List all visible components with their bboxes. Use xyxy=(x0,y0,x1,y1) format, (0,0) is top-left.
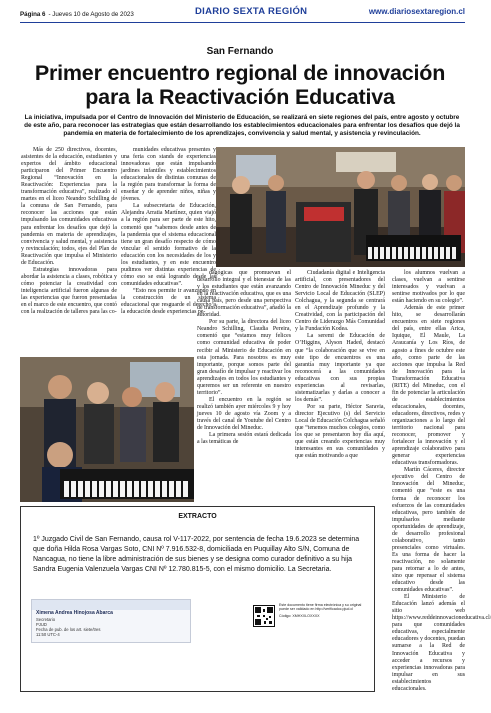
paragraph: El Ministerio de Educación lanzó además el sitio web https://www.reddeinnovacioneducativa.cl/ para que comunidades educativas, especialmente educadores y docentes, puedan sumarse a la Red de Innovación Educativa y acceder a recursos y experiencias innovadoras para impulsar en sus establecimientos educacionales. xyxy=(392,594,491,692)
text-column-5 xyxy=(392,270,491,700)
paragraph: munidades educativas presentes y una feria con stands de experiencias innovadoras que están impulsando jardines infantiles y establecimientos educacionales de distintas comunas de la región para transformar la forma de enseñar y de aprender niños, niñas y jóvenes. xyxy=(121,147,216,203)
paragraph: Por su parte, Héctor Saravia, director Ejecutivo (s) del Servicio Local de Educación Colchagua señaló que “tenemos muchos colegios, como los que se presentaron hoy día aquí, que están creando experiencias muy interesantes en sus comunidades y que están motivando a que xyxy=(295,403,385,460)
qr-code-icon xyxy=(253,605,275,627)
text-column-1 xyxy=(21,147,117,355)
photo-event-speakers xyxy=(216,147,465,267)
page-number: Página 6 xyxy=(20,10,46,18)
extracto-text: 1º Juzgado Civil de San Fernando, causa rol V-117-2022, por sentencia de fecha 19.6.2023 se determina que doña Hilda Rosa Vargas Soto, CNI Nº 7.916.532-8, domiciliada en Puquillay Alto S/N, Comuna de Nancagua, no tiene la libre administración de sus bienes y se designa como curador definitivo a su hija Sandra Eugenia Valenzuela Vargas CNI Nº 12.780.815-5, con el mismo domicilio. La Secretaria. xyxy=(33,536,360,573)
signer-org: PJUD xyxy=(36,622,47,627)
signature-time: 11:50 UTC-4 xyxy=(36,632,60,637)
paragraph: Además de este primer hito, se desarrollarán encuentros en siete regiones del país, entre ellas Arica, Iquique, El Maule, La Araucanía y Los Ríos, de agosto a fines de octubre este año, como parte de las acciones que impulsa la Red de Innovación para la Transformación Educativa (RITE) del Mineduc, con el fin de potenciar la articulación de establecimientos educacionales, docentes, educadores, directivos, redes y organizaciones a lo largo del territorio nacional para reconocer, promover y fortalecer la innovación y el aprendizaje colaborativo para generar experiencias educativas transformadoras. xyxy=(392,305,465,467)
paragraph: los alumnos vuelvan a clases, vuelvan a sentirse interesados y vuelvan a sentirse motivados por lo que están haciendo en su colegio”. xyxy=(392,270,465,305)
verification-text xyxy=(279,603,367,618)
headline-line-2: para la Reactivación Educativa xyxy=(85,85,395,109)
paragraph: Estrategias innovadoras para abordar la asistencia a clases, robótica y cómo potenciar la creatividad con inteligencia artificial fueron algunas de las experiencias que fueron presentadas en el marco de este encuentro, que contó con la realización de talleres para las co- xyxy=(21,266,117,316)
newspaper-url[interactable]: www.diariosextaregion.cl xyxy=(368,7,465,16)
paragraph: Martín Cáceres, director ejecutivo del Centro de Innovación del Mineduc, comentó que “este es una forma de reconocer los esfuerzos de las comunidades educativas, pero también de impulsarlos mediante oportunidades de aprendizaje, de desarrollo profesional colaborativo, tanto presenciales como virtuales. Es una forma de hacer la reactivación, no solamente para retornar a lo de antes, sino que repensar el sistema educativo desde las comunidades educativas”. xyxy=(392,467,465,594)
text-column-3 xyxy=(197,270,291,502)
paragraph: La seremi de Educación de O’Higgins, Alyson Haded, destacó que “la colaboración que se vive en este tipo de encuentros es una garantía muy importante ya que reconocerá a las comunidades educativas con sus propias experiencias al revisarlas, sistematizarlas y darlas a conocer a los demás”. xyxy=(295,333,385,403)
signer-role: Secretario xyxy=(36,617,56,622)
paragraph: dagógicas que promuevan el desarrollo integral y el bienestar de las y los estudiantes que están avanzando en la reactivación educativa, que es una causa país, pero desde una perspectiva de transformación educativa”, añadió la autoridad. xyxy=(197,270,291,319)
signer-name: Ximena Andrea Hinojosa Abarca xyxy=(36,610,113,616)
paragraph: La primera sesión estará dedicada a las temáticas de xyxy=(197,432,291,446)
extracto-box xyxy=(20,506,375,692)
verification-code: Código: XMHXXLOXXXX xyxy=(279,613,320,618)
paragraph: La subsecretaria de Educación, Alejandra Arratia Martínez, quien viajó a la región para ser parte de este hito, comentó que “sabemos desde antes de la pandemia que el sistema educacional tiene un gran desafío respecto de cómo vincular el sentido formativo de la educación con los necesidades de los y los estudiantes, y en este encuentro pudimos ver distintas experiencias de cómo eso se está logrando desde las comunidades educativas”. xyxy=(121,203,216,287)
extracto-title: EXTRACTO xyxy=(178,513,217,520)
article-kicker: San Fernando xyxy=(206,46,274,57)
newspaper-brand: DIARIO SEXTA REGIÓN xyxy=(195,6,308,17)
paragraph: Más de 250 directivos, docentes, asistentes de la educación, estudiantes y expertos del ámbito educacional participaron del Primer Encuentro Regional “Innovación en la Reactivación: Experiencias para la transformación educativa”, realizado el martes en el liceo Neandro Schilling de la comuna de San Fernando, para reconocer las acciones que están impulsando las comunidades educativas para enfrentar los desafíos que dejó la pandemia en materia de aprendizajes, convivencia y salud mental, y asistencia y revinculación; todos, ejes del Plan de Reactivación que impulsa el Ministerio de Educación. xyxy=(21,147,117,266)
paragraph: Por su parte, la directora del liceo Neandro Schilling, Claudia Pereira, comentó que “estamos muy felices como comunidad educativa de poder recibir al Ministerio de Educación en esta jornada. Para nosotros es muy importante, porque somos parte del gran desafío de impulsar y reactivar los aprendizajes en todos los estudiantes y queremos ser un referente en nuestro territorio”. xyxy=(197,319,291,396)
paragraph: “Esto nos permite ir avanzando en la construcción de un sistema educacional que resguarde el derecho a la educación desde experiencias pe- xyxy=(121,287,216,316)
issue-date: - Jueves 10 de Agosto de 2023 xyxy=(48,10,134,18)
verification-note: Este documento tiene firma electrónica y su original puede ser validado en http://verificadoc.pjud.cl xyxy=(279,603,362,612)
photo-students-keyboard xyxy=(20,357,194,502)
page-header xyxy=(20,6,465,22)
signature-note: Fecha de pub. de los art. siete/tres xyxy=(36,627,101,632)
signature-header-band xyxy=(32,600,190,610)
text-column-4 xyxy=(295,270,385,502)
header-rule xyxy=(20,22,465,23)
paragraph: Ciudadanía digital e Inteligencia artificial, con presentadores del Centro de Innovación Mineduc y del Servicio Local de Educación (SLEP) Colchagua, y la segunda se centrará en el Aprendizaje profundo y la Creatividad, con la participación del Centro de Liderazgo Más Comunidad y la Fundación Kodea. xyxy=(295,270,385,333)
article-lead: La iniciativa, impulsada por el Centro de Innovación del Ministerio de Educación, se realizará en siete regiones del país, entre agosto y octubre de este año, para reconocer las estrategias que están desarrollando los establecimientos educacionales para enfrentar los desafíos que dejó la pandemia en materia de fortalecimiento de los aprendizajes, convivencia y salud mental, y asistencia y revinculación. xyxy=(24,114,460,138)
paragraph: El encuentro en la región se realizó también ayer miércoles 9 y hoy jueves 10 de agosto vía Zoom y a través del canal de Youtube del Centro de Innovación del Mineduc. xyxy=(197,396,291,432)
headline-line-1: Primer encuentro regional de innovación xyxy=(34,61,446,85)
electronic-signature xyxy=(31,599,191,643)
article-headline xyxy=(0,61,480,109)
